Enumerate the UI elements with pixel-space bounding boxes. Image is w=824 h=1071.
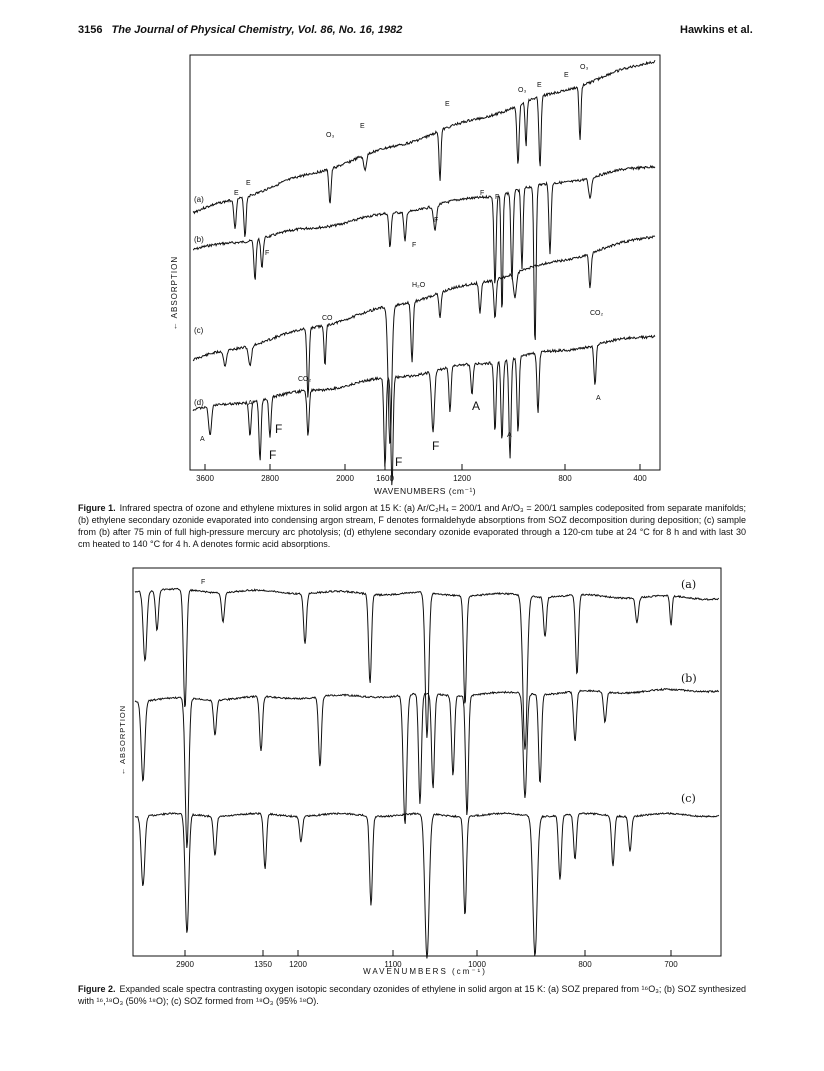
figure-1-trace-label: (b) — [194, 235, 204, 244]
figure-1-x-axis-label: WAVENUMBERS (cm⁻¹) — [373, 486, 477, 496]
figure-1-peak-annotation: F — [265, 250, 270, 257]
figure-1-trace-label: (a) — [194, 195, 204, 204]
author-header: Hawkins et al. — [680, 24, 753, 36]
figure-1-caption — [78, 502, 746, 550]
figure-2-tick-label: 1350 — [254, 960, 272, 969]
figure-1-peak-annotation: E — [246, 180, 251, 187]
figure-2-trace-label: (b) — [681, 672, 697, 685]
figure-1-peak-annotation: A — [472, 399, 481, 413]
figure-2-trace-label: (a) — [681, 578, 697, 591]
figure-2-tick-label: 1100 — [384, 960, 402, 969]
figure-1-tick-label: 2800 — [261, 474, 279, 483]
figure-1-tick-label: 3600 — [196, 474, 214, 483]
figure-1-tick-label: 2000 — [336, 474, 354, 483]
figure-1-peak-annotation: F — [480, 190, 485, 197]
figure-1-peak-annotation: F — [412, 242, 417, 249]
figure-1-caption-label: Figure 1. — [78, 503, 116, 513]
figure-1-peak-annotation: CO₂ — [590, 310, 604, 317]
figure-1-peak-annotation: A — [596, 395, 601, 402]
figure-2-tick-label: 1200 — [289, 960, 307, 969]
figure-2-spectrum-trace — [135, 588, 719, 749]
figure-2-y-axis-label: ← ABSORPTION — [118, 704, 127, 776]
figure-1-y-axis-label: ← ABSORPTION — [170, 255, 179, 331]
figure-1-peak-annotation: E — [360, 123, 365, 130]
figure-2-spectrum-trace — [135, 813, 719, 959]
figure-1-peak-annotation: E — [564, 72, 569, 79]
figure-1-peak-annotation: F — [269, 448, 277, 462]
figure-2-spectrum-trace — [135, 689, 719, 848]
figure-1-spectrum-trace — [193, 336, 655, 486]
figure-2-f-annotation: F — [201, 579, 206, 586]
figure-2-tick-label: 1000 — [468, 960, 486, 969]
figure-1-trace-label: (c) — [194, 326, 204, 335]
figure-2-plot — [115, 560, 727, 980]
figure-1-tick-label: 400 — [633, 474, 647, 483]
running-header — [78, 24, 402, 36]
journal-citation: The Journal of Physical Chemistry, Vol. 86, No. 16, 1982 — [111, 24, 403, 36]
figure-1-tick-label: 800 — [558, 474, 572, 483]
figure-2-caption — [78, 983, 746, 1007]
figure-1-peak-annotation: F — [275, 422, 283, 436]
figure-1-peak-annotation: A — [507, 432, 512, 439]
figure-1-caption-text: Infrared spectra of ozone and ethylene mixtures in solid argon at 15 K: (a) Ar/C₂H₄ = 200/1 and Ar/O₃ = 200/1 samples codeposited from separate manifolds; (b) ethylene secondary ozonide evaporated into condensing argon stream, F denotes formaldehyde absorptions from SOZ decomposition during deposition; (c) sample from (b) after 75 min of full high-pressure mercury arc photolysis; (d) ethylene secondary ozonide evaporated through a 120-cm tube at 24 °C for 8 h and with last 30 cm heated to 140 °C for 4 h. A denotes formic acid absorptions. — [78, 503, 746, 549]
figure-2-caption-label: Figure 2. — [78, 984, 116, 994]
figure-1-peak-annotation: E — [234, 190, 239, 197]
figure-2-tick-label: 800 — [578, 960, 592, 969]
figure-1-tick-label: 1600 — [376, 474, 394, 483]
figure-1-tick-label: 1200 — [453, 474, 471, 483]
figure-1-peak-annotation: A — [200, 436, 205, 443]
figure-1-peak-annotation: F — [434, 217, 439, 224]
figure-1-frame — [190, 55, 660, 470]
figure-1-peak-annotation: CO₂ — [298, 376, 312, 383]
figure-1-peak-annotation: E — [537, 82, 542, 89]
figure-1-peak-annotation: O₃ — [580, 64, 589, 71]
figure-2-caption-text: Expanded scale spectra contrasting oxygen isotopic secondary ozonides of ethylene in solid argon at 15 K: (a) SOZ prepared from ¹⁶O₃; (b) SOZ synthesized with ¹⁶,¹⁸O₃ (50% ¹⁸O); (c) SOZ formed from ¹⁸O₃ (95% ¹⁸O). — [78, 984, 746, 1006]
figure-2-trace-label: (c) — [681, 792, 696, 805]
figure-2-x-axis-label: WAVENUMBERS (cm⁻¹) — [363, 967, 487, 976]
figure-1-peak-annotation: H₂O — [412, 282, 426, 289]
figure-2-frame — [133, 568, 721, 956]
figure-1-peak-annotation: F — [432, 439, 440, 453]
figure-1-peak-annotation: A — [248, 400, 253, 407]
figure-2-tick-label: 2900 — [176, 960, 194, 969]
figure-2-tick-label: 700 — [664, 960, 678, 969]
figure-1-peak-annotation: E — [445, 101, 450, 108]
page-number: 3156 — [78, 24, 103, 36]
figure-1 — [150, 45, 670, 500]
figure-1-peak-annotation: O₃ — [518, 87, 527, 94]
figure-1-peak-annotation: F — [495, 194, 500, 201]
figure-2 — [115, 560, 727, 980]
figure-1-peak-annotation: CO — [322, 315, 333, 322]
figure-1-plot — [150, 45, 670, 500]
figure-1-trace-label: (d) — [194, 398, 204, 407]
figure-1-spectrum-trace — [193, 60, 655, 237]
figure-1-peak-annotation: O₃ — [326, 132, 335, 139]
figure-1-peak-annotation: F — [395, 455, 403, 469]
